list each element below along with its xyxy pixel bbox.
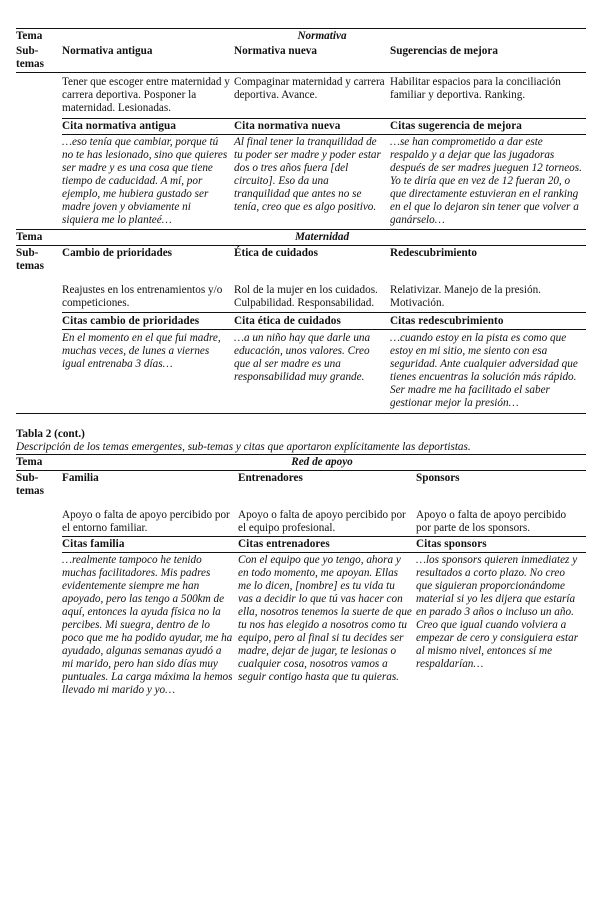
subtemas-row-red-apoyo [16, 471, 586, 500]
cita-header-sugerencias: Citas sugerencia de mejora [390, 119, 586, 135]
tema-row-red-apoyo [16, 455, 586, 471]
cita-row-normativa [16, 135, 586, 230]
table-1 [16, 28, 586, 414]
page [16, 28, 586, 698]
cita-header-entrenadores: Citas entrenadores [238, 537, 416, 553]
subtema-sponsors: Sponsors [416, 472, 460, 484]
cita-cambio-prioridades: En el momento en el que fui madre, muchas veces, de lunes a viernes igual entrenaba 3 días… [62, 330, 234, 414]
desc-entrenadores: Apoyo o falta de apoyo percibido por el equipo profesional. [238, 499, 416, 537]
subtema-entrenadores: Entrenadores [238, 472, 303, 484]
cita-header-normativa-nueva: Cita normativa nueva [234, 119, 390, 135]
cita-etica-cuidados: …a un niño hay que darle una educación, unos valores. Creo que al ser madre es una responsabilidad muy grande. [234, 330, 390, 414]
desc-etica-cuidados: Rol de la mujer en los cuidados. Culpabilidad. Responsabilidad. [234, 274, 390, 313]
cita-header-row-normativa [16, 119, 586, 135]
desc-row-normativa [16, 73, 586, 119]
cita-header-redescubrimiento: Citas redescubrimiento [390, 313, 586, 330]
tema-label: Tema [16, 230, 62, 246]
subtema-normativa-antigua: Normativa antigua [62, 44, 234, 73]
cita-sponsors: …los sponsors quieren inmediatez y resultados a corto plazo. No creo que siguieran proporcionándome material si yo les dijera que estaría en parado 3 años o incluso un año. Creo que igual cuando volviera a empezar de cero y consiguiera estar al mismo nivel, entonces sí me respaldarían… [416, 554, 579, 670]
cita-header-etica-cuidados: Cita ética de cuidados [234, 313, 390, 330]
cita-entrenadores: Con el equipo que yo tengo, ahora y en todo momento, me apoyan. Ellas me lo dicen, [nombre] es tu vida tu vas a decidir lo que tú vas hacer con ella, nosotros tenemos la suerte de que tu nos has elegido a nosotros como tu equipo, pero al final si tu decides ser madre, dejar de jugar, te lesionas o cualquier cosa, nosotros vamos a seguir contigo hasta que tu quieras. [238, 554, 412, 683]
tema-title-red-apoyo: Red de apoyo [62, 455, 586, 471]
subtemas-label: Sub- temas [16, 44, 62, 73]
desc-redescubrimiento: Relativizar. Manejo de la presión. Motivación. [390, 274, 586, 313]
subtemas-label: Sub- temas [16, 472, 44, 497]
cita-header-normativa-antigua: Cita normativa antigua [62, 119, 234, 135]
cita-sugerencias: …se han comprometido a dar este respaldo y a dejar que las jugadoras después de ser madres jueguen 12 torneos. Yo te diría que en vez de 12 fueran 20, o que directamente estuvieran en el ranking en el que lo dejaron sin tener que volver a ganárselo… [390, 135, 586, 230]
subtema-etica-cuidados: Ética de cuidados [234, 247, 318, 259]
subtema-cambio-prioridades: Cambio de prioridades [62, 247, 173, 259]
subtema-familia: Familia [62, 472, 99, 484]
subtemas-row-normativa [16, 44, 586, 73]
subtemas-label: Sub- temas [16, 247, 44, 272]
desc-sponsors: Apoyo o falta de apoyo percibido por parte de los sponsors. [416, 499, 586, 537]
cita-header-row-maternidad [16, 313, 586, 330]
subtema-sugerencias: Sugerencias de mejora [390, 44, 586, 73]
desc-row-maternidad [16, 274, 586, 313]
table-2 [16, 454, 586, 698]
tema-row-maternidad [16, 230, 586, 246]
desc-sugerencias: Habilitar espacios para la conciliación familiar y deportiva. Ranking. [390, 73, 586, 119]
cita-header-sponsors: Citas sponsors [416, 537, 586, 553]
subtema-redescubrimiento: Redescubrimiento [390, 247, 478, 259]
cita-header-familia: Citas familia [62, 537, 238, 553]
subtema-normativa-nueva: Normativa nueva [234, 44, 390, 73]
tema-row-normativa [16, 29, 586, 45]
caption-label: Tabla 2 (cont.) [16, 428, 85, 440]
tema-label: Tema [16, 455, 62, 471]
tema-title-normativa: Normativa [62, 29, 586, 45]
cita-redescubrimiento: …cuando estoy en la pista es como que estoy en mi sitio, me siento con esa seguridad. Ante cualquier adversidad que tienes encuentras la solución más rápido. Ser madre me ha facilitado el saber gestionar mejor la presión… [390, 330, 586, 414]
tema-title-maternidad: Maternidad [62, 230, 586, 246]
desc-row-red-apoyo [16, 499, 586, 537]
subtemas-row-maternidad [16, 246, 586, 275]
cita-row-maternidad [16, 330, 586, 414]
desc-cambio-prioridades: Reajustes en los entrenamientos y/o competiciones. [62, 274, 234, 313]
desc-normativa-antigua: Tener que escoger entre maternidad y carrera deportiva. Posponer la maternidad. Lesionadas. [62, 73, 234, 119]
cita-normativa-nueva: Al final tener la tranquilidad de tu poder ser madre y poder estar dos o tres años fuera [del circuito]. Eso da una tranquilidad que antes no se tenía, creo que es algo positivo. [234, 135, 390, 230]
cita-familia: …realmente tampoco he tenido muchas facilitadores. Mis padres evidentemente siempre me han apoyado, pero las tengo a 500km de aquí, entonces la ayuda física no la percibes. Mi suegra, dentro de lo poco que me ha podido ayudar, me ha ayudado, algunas semanas ayudó a mi marido, pero han sido días muy puntuales. La carga máxima la hemos llevado mi marido y yo… [62, 554, 233, 696]
cita-normativa-antigua: …eso tenía que cambiar, porque tú no te has lesionado, sino que quieres ser madre y es una cosa que tiene tiempo de caducidad. A mí, por ejemplo, me hubiera gustado ser madre joven y obviamente ni siquiera me lo planteé… [62, 135, 234, 230]
cita-header-cambio-prioridades: Citas cambio de prioridades [62, 313, 234, 330]
cita-row-red-apoyo [16, 553, 586, 699]
desc-normativa-nueva: Compaginar maternidad y carrera deportiva. Avance. [234, 73, 390, 119]
cita-header-row-red-apoyo [16, 537, 586, 553]
caption-text: Descripción de los temas emergentes, sub-temas y citas que aportaron explícitamente las deportistas. [16, 441, 471, 453]
table-caption [16, 428, 586, 454]
desc-familia: Apoyo o falta de apoyo percibido por el entorno familiar. [62, 499, 238, 537]
tema-label: Tema [16, 29, 62, 45]
